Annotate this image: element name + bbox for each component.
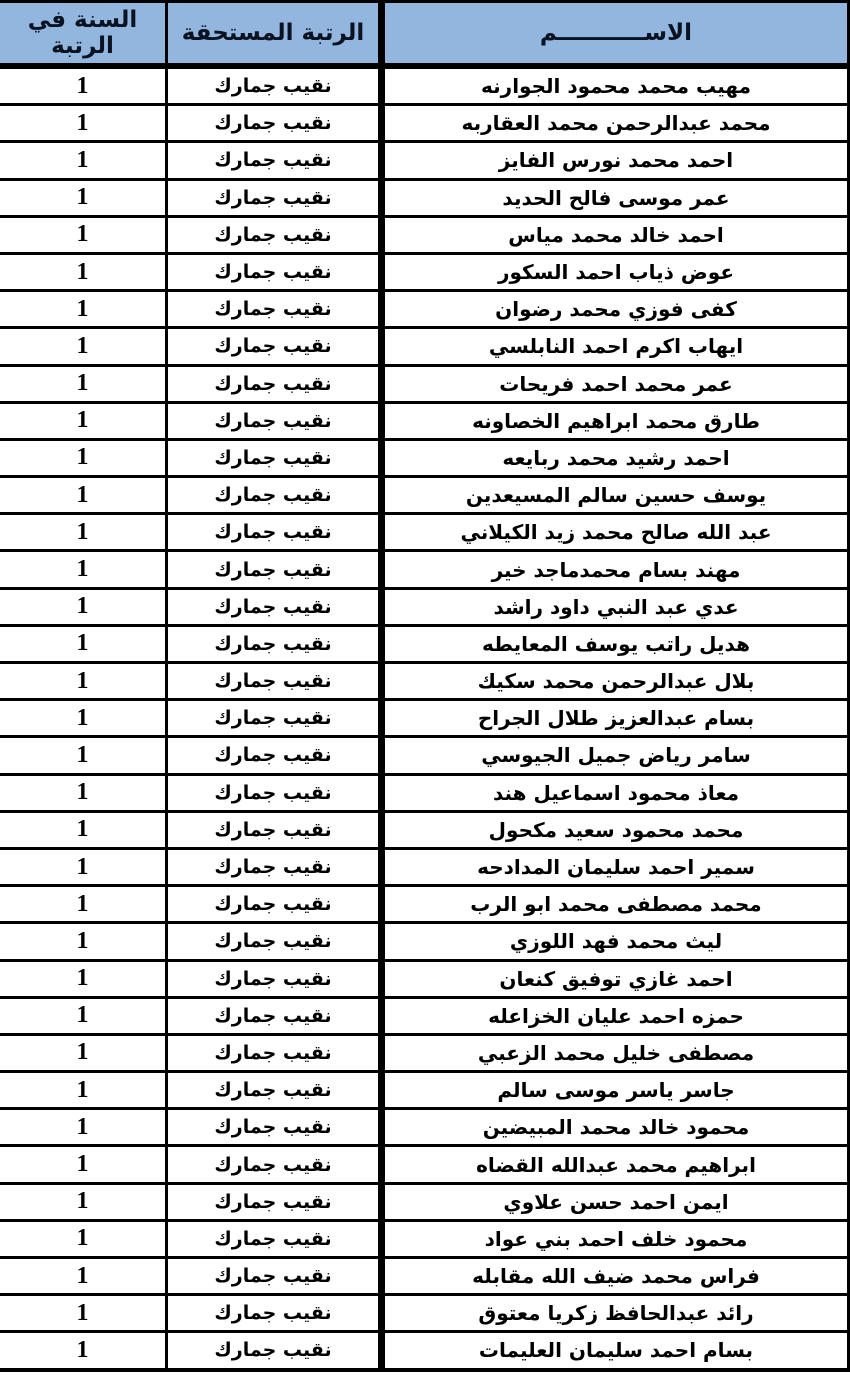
- entitled-rank-cell: نقيب جمارك: [167, 291, 382, 328]
- table-row: [0, 625, 849, 662]
- entitled-rank-cell: نقيب جمارك: [167, 1332, 382, 1370]
- entitled-rank-cell: نقيب جمارك: [167, 253, 382, 290]
- table-row: [0, 514, 849, 551]
- officer-name-cell: بسام عبدالعزيز طلال الجراح: [382, 700, 849, 737]
- entitled-rank-cell: نقيب جمارك: [167, 439, 382, 476]
- officer-name-cell: عمر محمد احمد فريحات: [382, 365, 849, 402]
- table-row: [0, 253, 849, 290]
- entitled-rank-cell: نقيب جمارك: [167, 625, 382, 662]
- entitled-rank-cell: نقيب جمارك: [167, 142, 382, 179]
- table-row: [0, 1183, 849, 1220]
- officer-name-cell: ليث محمد فهد اللوزي: [382, 923, 849, 960]
- entitled-rank-cell: نقيب جمارك: [167, 1072, 382, 1109]
- entitled-rank-cell: نقيب جمارك: [167, 960, 382, 997]
- entitled-rank-cell: نقيب جمارك: [167, 365, 382, 402]
- officer-name-cell: جاسر ياسر موسى سالم: [382, 1072, 849, 1109]
- table-row: [0, 179, 849, 216]
- entitled-rank-cell: نقيب جمارك: [167, 774, 382, 811]
- year-in-rank-cell: 1: [0, 1109, 167, 1146]
- year-in-rank-cell: 1: [0, 142, 167, 179]
- year-in-rank-cell: 1: [0, 1034, 167, 1071]
- entitled-rank-cell: نقيب جمارك: [167, 886, 382, 923]
- entitled-rank-cell: نقيب جمارك: [167, 328, 382, 365]
- table-row: [0, 105, 849, 142]
- year-in-rank-cell: 1: [0, 774, 167, 811]
- year-in-rank-cell: 1: [0, 848, 167, 885]
- entitled-rank-cell: نقيب جمارك: [167, 179, 382, 216]
- table-row: [0, 588, 849, 625]
- year-in-rank-cell: 1: [0, 1258, 167, 1295]
- officer-name-cell: رائد عبدالحافظ زكريا معتوق: [382, 1295, 849, 1332]
- year-in-rank-cell: 1: [0, 663, 167, 700]
- officer-name-cell: محمد محمود سعيد مكحول: [382, 811, 849, 848]
- table-row: [0, 328, 849, 365]
- table-row: [0, 848, 849, 885]
- officer-name-cell: فراس محمد ضيف الله مقابله: [382, 1258, 849, 1295]
- column-header-name: الاســـــــــــم: [382, 2, 849, 67]
- column-header-year: السنة في الرتبة: [0, 2, 167, 67]
- year-in-rank-cell: 1: [0, 1072, 167, 1109]
- year-in-rank-cell: 1: [0, 1183, 167, 1220]
- officer-name-cell: بسام احمد سليمان العليمات: [382, 1332, 849, 1370]
- entitled-rank-cell: نقيب جمارك: [167, 1220, 382, 1257]
- entitled-rank-cell: نقيب جمارك: [167, 1146, 382, 1183]
- table-row: [0, 1258, 849, 1295]
- officer-name-cell: عبد الله صالح محمد زيد الكيلاني: [382, 514, 849, 551]
- table-row: [0, 1072, 849, 1109]
- table-row: [0, 216, 849, 253]
- entitled-rank-cell: نقيب جمارك: [167, 923, 382, 960]
- officer-name-cell: هديل راتب يوسف المعايطه: [382, 625, 849, 662]
- entitled-rank-cell: نقيب جمارك: [167, 477, 382, 514]
- year-in-rank-cell: 1: [0, 439, 167, 476]
- officer-name-cell: مهيب محمد محمود الجوارنه: [382, 66, 849, 105]
- table-row: [0, 1295, 849, 1332]
- entitled-rank-cell: نقيب جمارك: [167, 1258, 382, 1295]
- year-in-rank-cell: 1: [0, 737, 167, 774]
- officer-name-cell: ايمن احمد حسن علاوي: [382, 1183, 849, 1220]
- officer-name-cell: عمر موسى فالح الحديد: [382, 179, 849, 216]
- entitled-rank-cell: نقيب جمارك: [167, 551, 382, 588]
- officer-name-cell: احمد محمد نورس الفايز: [382, 142, 849, 179]
- table-row: [0, 477, 849, 514]
- officer-name-cell: حمزه احمد عليان الخزاعله: [382, 997, 849, 1034]
- year-in-rank-cell: 1: [0, 477, 167, 514]
- table-row: [0, 551, 849, 588]
- officer-name-cell: عوض ذياب احمد السكور: [382, 253, 849, 290]
- year-in-rank-cell: 1: [0, 811, 167, 848]
- officer-name-cell: معاذ محمود اسماعيل هند: [382, 774, 849, 811]
- year-in-rank-cell: 1: [0, 328, 167, 365]
- table-row: [0, 960, 849, 997]
- entitled-rank-cell: نقيب جمارك: [167, 514, 382, 551]
- officer-name-cell: مهند بسام محمدماجد خير: [382, 551, 849, 588]
- officer-name-cell: مصطفى خليل محمد الزعبي: [382, 1034, 849, 1071]
- officer-name-cell: ايهاب اكرم احمد النابلسي: [382, 328, 849, 365]
- year-in-rank-cell: 1: [0, 1220, 167, 1257]
- table-row: [0, 142, 849, 179]
- table-row: [0, 737, 849, 774]
- entitled-rank-cell: نقيب جمارك: [167, 737, 382, 774]
- table-row: [0, 811, 849, 848]
- year-in-rank-cell: 1: [0, 402, 167, 439]
- table-row: [0, 1034, 849, 1071]
- year-in-rank-cell: 1: [0, 216, 167, 253]
- entitled-rank-cell: نقيب جمارك: [167, 811, 382, 848]
- entitled-rank-cell: نقيب جمارك: [167, 663, 382, 700]
- officer-name-cell: محمود خالد محمد المبيضين: [382, 1109, 849, 1146]
- officer-name-cell: يوسف حسين سالم المسيعدين: [382, 477, 849, 514]
- year-in-rank-cell: 1: [0, 625, 167, 662]
- officer-name-cell: احمد رشيد محمد ربايعه: [382, 439, 849, 476]
- table-row: [0, 365, 849, 402]
- officer-name-cell: ابراهيم محمد عبدالله القضاه: [382, 1146, 849, 1183]
- year-in-rank-cell: 1: [0, 66, 167, 105]
- table-row: [0, 439, 849, 476]
- entitled-rank-cell: نقيب جمارك: [167, 700, 382, 737]
- year-in-rank-cell: 1: [0, 923, 167, 960]
- table-row: [0, 997, 849, 1034]
- year-in-rank-cell: 1: [0, 700, 167, 737]
- table-row: [0, 1220, 849, 1257]
- entitled-rank-cell: نقيب جمارك: [167, 66, 382, 105]
- year-in-rank-cell: 1: [0, 365, 167, 402]
- table-row: [0, 291, 849, 328]
- officer-name-cell: محمود خلف احمد بني عواد: [382, 1220, 849, 1257]
- officer-name-cell: طارق محمد ابراهيم الخصاونه: [382, 402, 849, 439]
- entitled-rank-cell: نقيب جمارك: [167, 588, 382, 625]
- entitled-rank-cell: نقيب جمارك: [167, 1034, 382, 1071]
- entitled-rank-cell: نقيب جمارك: [167, 216, 382, 253]
- year-in-rank-cell: 1: [0, 588, 167, 625]
- table-row: [0, 774, 849, 811]
- entitled-rank-cell: نقيب جمارك: [167, 1183, 382, 1220]
- year-in-rank-cell: 1: [0, 1295, 167, 1332]
- year-in-rank-cell: 1: [0, 1146, 167, 1183]
- entitled-rank-cell: نقيب جمارك: [167, 105, 382, 142]
- table-row: [0, 66, 849, 105]
- table-row: [0, 663, 849, 700]
- entitled-rank-cell: نقيب جمارك: [167, 1109, 382, 1146]
- year-in-rank-cell: 1: [0, 253, 167, 290]
- year-in-rank-cell: 1: [0, 514, 167, 551]
- table-header-row: [0, 2, 849, 67]
- officer-name-cell: بلال عبدالرحمن محمد سكيك: [382, 663, 849, 700]
- year-in-rank-cell: 1: [0, 886, 167, 923]
- officer-name-cell: محمد مصطفى محمد ابو الرب: [382, 886, 849, 923]
- table-row: [0, 1332, 849, 1370]
- officer-name-cell: سمير احمد سليمان المدادحه: [382, 848, 849, 885]
- table-row: [0, 700, 849, 737]
- table-row: [0, 923, 849, 960]
- officer-name-cell: احمد خالد محمد مياس: [382, 216, 849, 253]
- year-in-rank-cell: 1: [0, 179, 167, 216]
- column-header-rank: الرتبة المستحقة: [167, 2, 382, 67]
- officer-name-cell: سامر رياض جميل الجيوسي: [382, 737, 849, 774]
- table-body: [0, 66, 849, 1370]
- year-in-rank-cell: 1: [0, 997, 167, 1034]
- entitled-rank-cell: نقيب جمارك: [167, 848, 382, 885]
- year-in-rank-cell: 1: [0, 291, 167, 328]
- year-in-rank-cell: 1: [0, 105, 167, 142]
- entitled-rank-cell: نقيب جمارك: [167, 997, 382, 1034]
- table-row: [0, 886, 849, 923]
- year-in-rank-cell: 1: [0, 1332, 167, 1370]
- year-in-rank-cell: 1: [0, 960, 167, 997]
- table-row: [0, 1109, 849, 1146]
- officer-name-cell: محمد عبدالرحمن محمد العقاربه: [382, 105, 849, 142]
- entitled-rank-cell: نقيب جمارك: [167, 402, 382, 439]
- year-in-rank-cell: 1: [0, 551, 167, 588]
- officer-name-cell: احمد غازي توفيق كنعان: [382, 960, 849, 997]
- entitled-rank-cell: نقيب جمارك: [167, 1295, 382, 1332]
- officer-name-cell: كفى فوزي محمد رضوان: [382, 291, 849, 328]
- officer-name-cell: عدي عبد النبي داود راشد: [382, 588, 849, 625]
- table-row: [0, 1146, 849, 1183]
- table-row: [0, 402, 849, 439]
